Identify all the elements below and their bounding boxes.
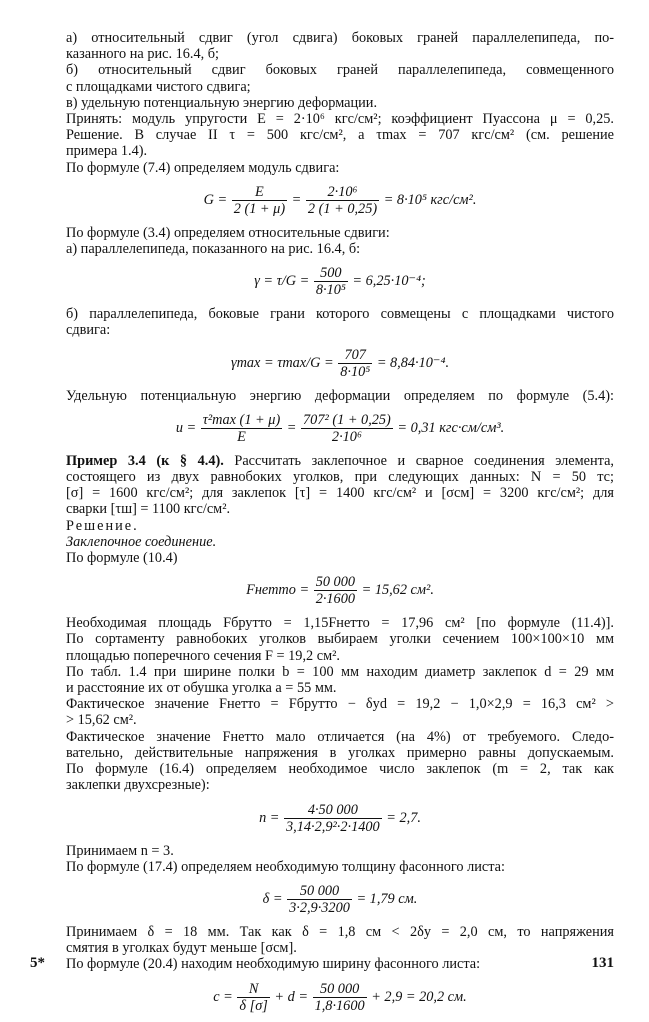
text-line: Удельную потенциальную энергию деформации определяем по формуле (5.4): <box>66 387 614 404</box>
eq-part: u = <box>175 419 197 436</box>
text-line: а) параллелепипеда, показанного на рис. 16.4, б: <box>66 241 361 258</box>
equation-shear-modulus <box>66 184 614 217</box>
equation-max-shear-strain <box>66 347 614 380</box>
text-line: сварки [τш] = 1100 кгс/см². <box>66 501 231 518</box>
text-line: По табл. 1.4 при ширине полки b = 100 мм находим диаметр заклепок d = 29 мм <box>66 663 614 680</box>
example-title: Пример 3.4 (к § 4.4). <box>66 452 224 469</box>
fraction <box>201 412 282 445</box>
fraction <box>301 412 393 445</box>
eq-part: = 15,62 см². <box>361 582 434 599</box>
text-line: По формуле (16.4) определяем необходимое число заклепок (m = 2, так как <box>66 761 614 778</box>
fraction <box>338 347 372 380</box>
eq-part: + 2,9 = 20,2 см. <box>371 988 467 1005</box>
text-line: состоящего из двух равнобоких уголков, при следующих данных: N = 50 тс; <box>66 469 614 486</box>
fraction-denominator: 2·10⁶ <box>331 428 362 445</box>
fraction <box>237 981 269 1014</box>
text-line: в) удельную потенциальную энергию деформации. <box>66 94 378 111</box>
text-line: По формуле (7.4) определяем модуль сдвига: <box>66 159 340 176</box>
fraction <box>314 265 348 298</box>
equation-plate-width <box>66 981 614 1014</box>
fraction-denominator: δ [σ] <box>239 997 268 1014</box>
eq-part: Fнетто = <box>246 582 310 599</box>
example-heading-line <box>66 453 614 469</box>
text-line: заклепки двухсрезные): <box>66 777 210 794</box>
fraction-numerator: 50 000 <box>313 981 367 998</box>
equation-shear-strain <box>66 265 614 298</box>
fraction-denominator: 8·10⁵ <box>315 282 346 299</box>
fraction <box>306 184 379 217</box>
text-line: [σ] = 1600 кгс/см²; для заклепок [τ] = 1400 кгс/см² и [σсм] = 3200 кгс/см²; для <box>66 485 614 502</box>
text-line: смятия в уголках будут меньше [σсм]. <box>66 940 297 957</box>
example-text: Рассчитать заклепочное и сварное соединения элемента, <box>223 452 614 469</box>
text-line: > 15,62 см². <box>66 712 137 729</box>
fraction-numerator: 50 000 <box>315 574 356 591</box>
eq-part: = <box>291 191 302 208</box>
eq-part: c = <box>213 988 233 1005</box>
fraction-denominator: 2 (1 + μ) <box>233 200 286 217</box>
fraction <box>314 574 357 607</box>
eq-part: G = <box>203 191 228 208</box>
text-line: Принять: модуль упругости E = 2·10⁶ кгс/см²; коэффициент Пуассона μ = 0,25. <box>66 111 614 128</box>
text-line: По формуле (3.4) определяем относительные сдвиги: <box>66 224 390 241</box>
fraction-numerator: N <box>237 981 269 998</box>
fraction <box>284 802 382 835</box>
text-line: казанного на рис. 16.4, б; <box>66 46 220 63</box>
solution-heading: Решение. <box>66 517 139 534</box>
text-line: с площадками чистого сдвига; <box>66 78 251 95</box>
text-line: вательно, действительные напряжения в уголках примерно равны допускаемым. <box>66 744 614 761</box>
fraction-numerator: 2·10⁶ <box>306 184 379 201</box>
text-line: Решение. В случае II τ = 500 кгс/см², а τmax = 707 кгс/см² (см. решение <box>66 127 614 144</box>
fraction <box>313 981 367 1014</box>
eq-part: + d = <box>274 988 308 1005</box>
eq-part: = 8,84·10⁻⁴. <box>376 354 450 371</box>
text-line: Фактическое значение Fнетто мало отличается (на 4%) от требуемого. Следо- <box>66 728 614 745</box>
eq-part: δ = <box>262 890 283 907</box>
eq-part: = <box>286 419 297 436</box>
text-line: б) относительный сдвиг боковых граней параллелепипеда, совмещенного <box>66 62 614 79</box>
fraction-numerator: 500 <box>314 265 348 282</box>
fraction-numerator: 50 000 <box>287 883 352 900</box>
equation-strain-energy <box>66 412 614 445</box>
eq-part: = 1,79 см. <box>356 890 418 907</box>
fraction-denominator: 3·2,9·3200 <box>289 899 350 916</box>
text-line: сдвига: <box>66 322 111 339</box>
fraction-numerator: E <box>232 184 287 201</box>
fraction-denominator: 1,8·1600 <box>314 997 365 1014</box>
fraction-numerator: 707² (1 + 0,25) <box>303 411 391 428</box>
fraction-numerator: 707 <box>338 347 372 364</box>
eq-part: n = <box>259 809 280 826</box>
page-body <box>66 30 614 1022</box>
text-line: б) параллелепипеда, боковые грани которого совмещены с площадками чистого <box>66 306 614 323</box>
fraction-denominator: 3,14·2,9²·2·1400 <box>286 818 380 835</box>
text-line: По формуле (10.4) <box>66 550 178 567</box>
text-line: Принимаем n = 3. <box>66 842 174 859</box>
fraction-denominator: 8·10⁵ <box>340 363 371 380</box>
fraction-denominator: 2 (1 + 0,25) <box>307 200 378 217</box>
text-line: Принимаем δ = 18 мм. Так как δ = 1,8 см < 2δу = 2,0 см, то напряжения <box>66 923 614 940</box>
equation-rivet-count <box>66 802 614 835</box>
eq-part: = 6,25·10⁻⁴; <box>352 273 426 290</box>
equation-plate-thickness <box>66 883 614 916</box>
eq-part: = 8·10⁵ кгс/см². <box>383 191 477 208</box>
fraction-numerator: 4·50 000 <box>284 802 382 819</box>
fraction <box>287 883 352 916</box>
eq-part: = 2,7. <box>386 809 421 826</box>
fraction-numerator: τ²max (1 + μ) <box>202 411 281 428</box>
text-line: примера 1.4). <box>66 143 148 160</box>
eq-part: γ = τ/G = <box>254 273 310 290</box>
text-line: Необходимая площадь Fбрутто = 1,15Fнетто = 17,96 см² [по формуле (11.4)]. <box>66 615 614 632</box>
text-line: Фактическое значение Fнетто = Fбрутто − δуd = 19,2 − 1,0×2,9 = 16,3 см² > <box>66 696 614 713</box>
text-line: и расстояние их от обушка уголка a = 55 мм. <box>66 680 337 697</box>
section-heading <box>66 534 614 550</box>
page-number: 131 <box>591 955 614 971</box>
text-line: площадью поперечного сечения F = 19,2 см². <box>66 647 341 664</box>
text-line: По формуле (20.4) находим необходимую ширину фасонного листа: <box>66 956 481 973</box>
fraction-denominator: 2·1600 <box>315 591 356 608</box>
eq-part: = 0,31 кгс·см/см³. <box>397 419 505 436</box>
fraction-denominator: E <box>237 428 246 445</box>
text-line: а) относительный сдвиг (угол сдвига) боковых граней параллелепипеда, по- <box>66 30 614 46</box>
text-line: По формуле (17.4) определяем необходимую толщину фасонного листа: <box>66 858 505 875</box>
signature-mark: 5* <box>30 955 45 971</box>
equation-net-area <box>66 574 614 607</box>
fraction <box>232 184 287 217</box>
section-heading-text: Заклепочное соединение. <box>66 533 217 550</box>
eq-part: γmax = τmax/G = <box>230 354 334 371</box>
text-line: По сортаменту равнобоких уголков выбираем уголки сечением 100×100×10 мм <box>66 631 614 648</box>
